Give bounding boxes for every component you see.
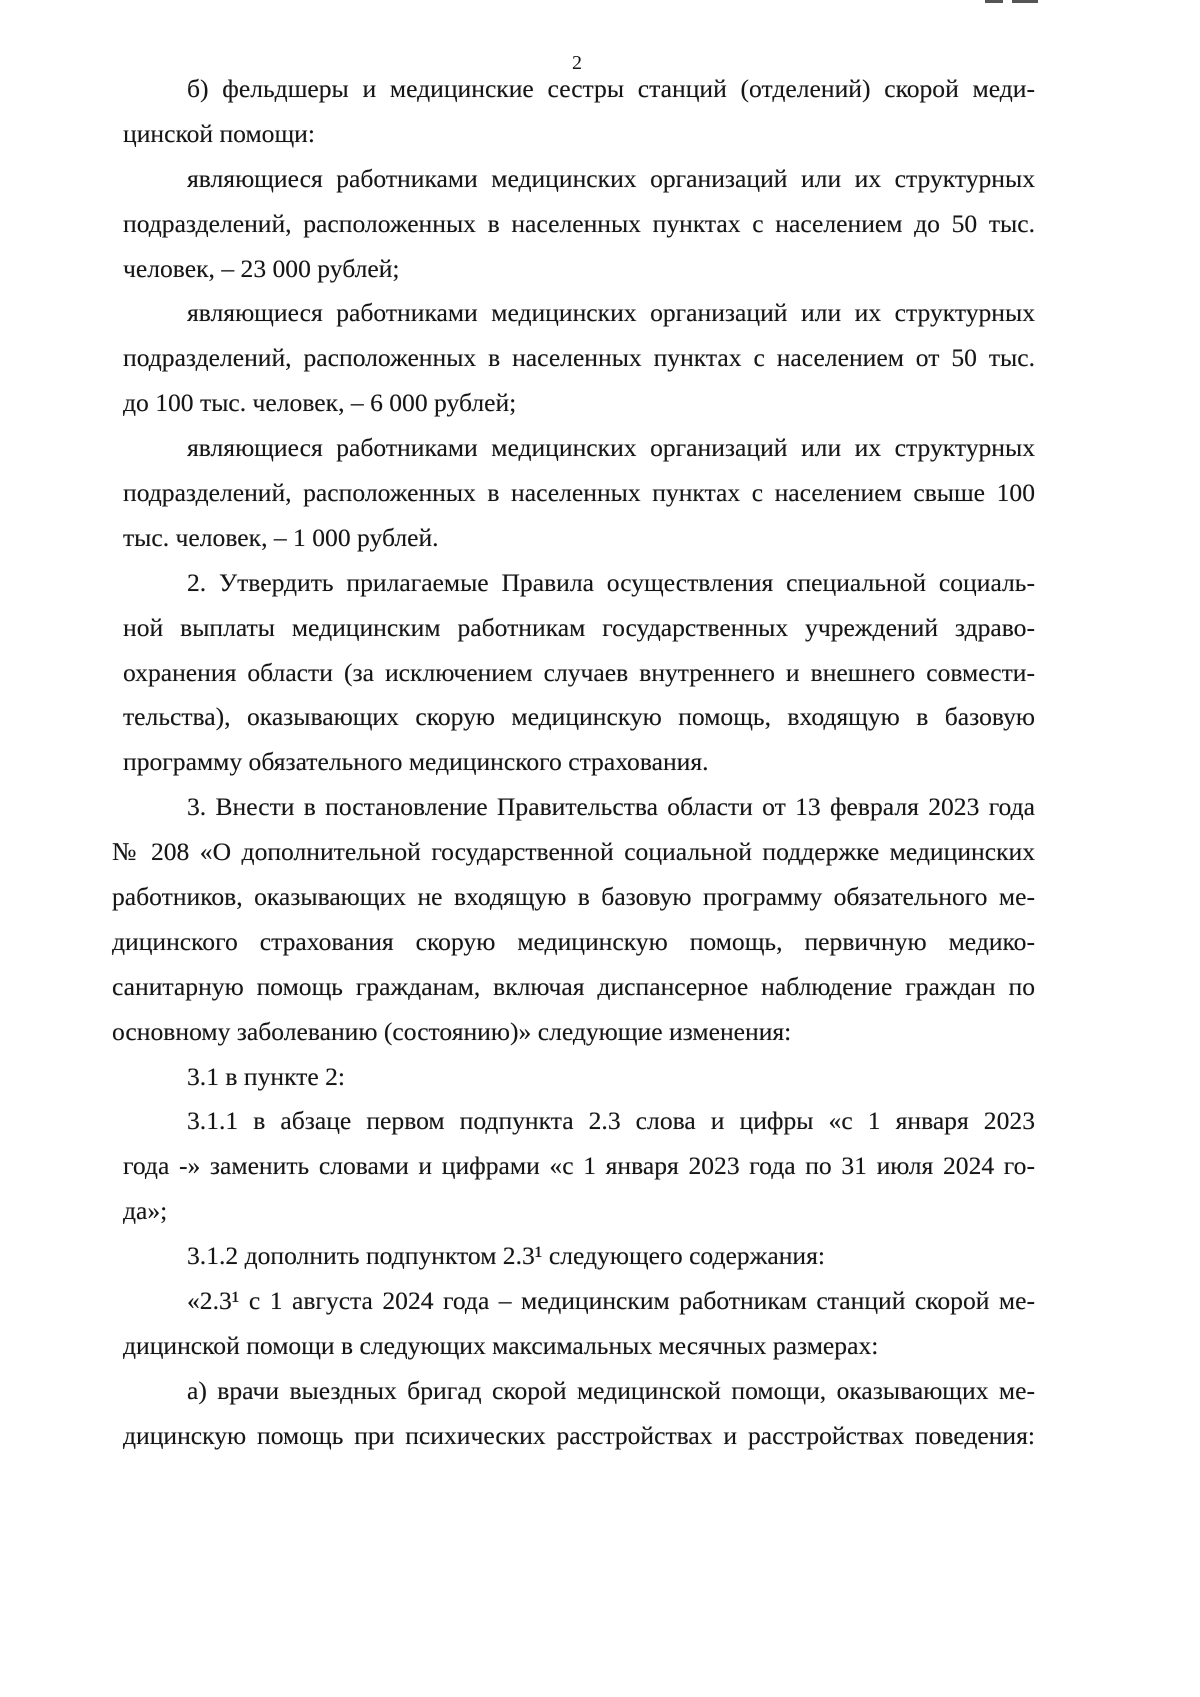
text-line: цинской помощи: bbox=[123, 118, 315, 148]
text-line: работников, оказывающих не входящую в базовую программу обязательного ме- bbox=[112, 882, 1035, 912]
text-line: 3.1 в пункте 2: bbox=[187, 1061, 346, 1091]
paragraph bbox=[123, 1099, 1035, 1234]
paragraph bbox=[123, 426, 1035, 561]
text-line: охранения области (за исключением случаев внутреннего и внешнего совмести- bbox=[123, 657, 1035, 687]
text-line: 3. Внести в постановление Правительства области от 13 февраля 2023 года bbox=[187, 792, 1035, 822]
text-line: а) врачи выездных бригад скорой медицинской помощи, оказывающих ме- bbox=[187, 1375, 1035, 1405]
text-line: да»; bbox=[123, 1196, 168, 1226]
text-line: тельства), оказывающих скорую медицинскую помощь, входящую в базовую bbox=[123, 702, 1035, 732]
document-body bbox=[112, 67, 1035, 1459]
text-line: «2.3¹ с 1 августа 2024 года – медицинским работникам станций скорой ме- bbox=[187, 1286, 1035, 1316]
text-line: тыс. человек, – 1 000 рублей. bbox=[123, 522, 439, 552]
text-line: дицинскую помощь при психических расстройствах и расстройствах поведения: bbox=[123, 1420, 1035, 1450]
text-line: дицинского страхования скорую медицинскую помощь, первичную медико- bbox=[112, 926, 1035, 956]
text-line: подразделений, расположенных в населенных пунктах с населением свыше 100 bbox=[123, 478, 1035, 508]
text-line: основному заболеванию (состоянию)» следующие изменения: bbox=[112, 1016, 792, 1046]
text-line: санитарную помощь гражданам, включая диспансерное наблюдение граждан по bbox=[112, 971, 1035, 1001]
paragraph bbox=[123, 1369, 1035, 1459]
text-line: подразделений, расположенных в населенных пунктах с населением от 50 тыс. bbox=[123, 343, 1035, 373]
paragraph bbox=[112, 785, 1035, 1054]
text-line: являющиеся работниками медицинских организаций или их структурных bbox=[187, 163, 1035, 193]
scan-edge-mark bbox=[985, 0, 1003, 3]
paragraph bbox=[123, 561, 1035, 785]
text-line: 3.1.2 дополнить подпунктом 2.3¹ следующего содержания: bbox=[187, 1241, 825, 1271]
text-line: ной выплаты медицинским работникам государственных учреждений здраво- bbox=[123, 612, 1035, 642]
text-line: человек, – 23 000 рублей; bbox=[123, 253, 400, 283]
scan-edge-mark bbox=[1012, 0, 1038, 3]
text-line: подразделений, расположенных в населенных пунктах с населением до 50 тыс. bbox=[123, 208, 1035, 238]
page-number: 2 bbox=[572, 52, 582, 74]
text-line: года -» заменить словами и цифрами «с 1 января 2023 года по 31 июля 2024 го- bbox=[123, 1151, 1035, 1181]
text-line: б) фельдшеры и медицинские сестры станций (отделений) скорой меди- bbox=[187, 74, 1035, 103]
paragraph bbox=[123, 291, 1035, 426]
paragraph bbox=[123, 157, 1035, 292]
paragraph bbox=[123, 67, 1035, 157]
text-line: являющиеся работниками медицинских организаций или их структурных bbox=[187, 433, 1035, 463]
text-line: программу обязательного медицинского страхования. bbox=[123, 747, 709, 777]
text-line: дицинской помощи в следующих максимальных месячных размерах: bbox=[123, 1330, 879, 1360]
paragraph bbox=[123, 1055, 1035, 1100]
paragraph bbox=[123, 1234, 1035, 1279]
paragraph bbox=[123, 1279, 1035, 1369]
text-line: 3.1.1 в абзаце первом подпункта 2.3 слова и цифры «с 1 января 2023 bbox=[187, 1106, 1035, 1136]
text-line: 2. Утвердить прилагаемые Правила осуществления специальной социаль- bbox=[187, 567, 1035, 597]
text-line: являющиеся работниками медицинских организаций или их структурных bbox=[187, 298, 1035, 328]
text-line: до 100 тыс. человек, – 6 000 рублей; bbox=[123, 388, 517, 418]
text-line: № 208 «О дополнительной государственной социальной поддержке медицинских bbox=[112, 837, 1035, 867]
